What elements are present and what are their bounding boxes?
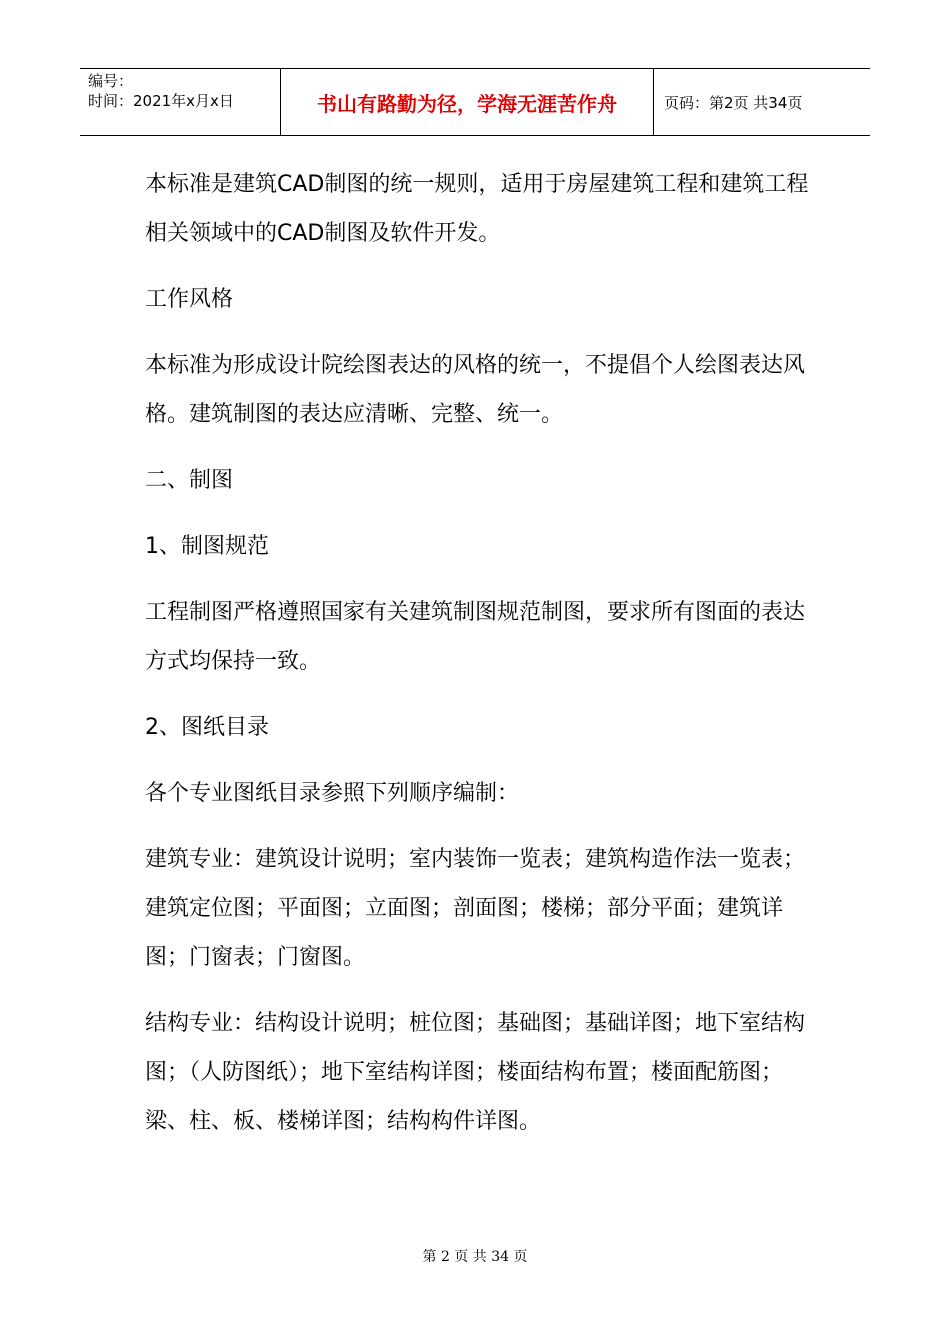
document-date: 时间：2021年x月x日 (88, 92, 234, 110)
header-motto: 书山有路勤为径，学海无涯苦作舟 (281, 69, 654, 135)
paragraph-work-style: 本标准为形成设计院绘图表达的风格的统一，不提倡个人绘图表达风格。建筑制图的表达应清晰、完整、统一。 (145, 353, 806, 427)
heading-drafting: 二、制图 (145, 468, 234, 493)
paragraph-scope: 本标准是建筑CAD制图的统一规则，适用于房屋建筑工程和建筑工程相关领域中的CAD制图及软件开发。 (145, 172, 809, 246)
heading-drafting-standards: 1、制图规范 (145, 534, 269, 559)
header-meta (80, 69, 281, 135)
heading-drawing-index: 2、图纸目录 (145, 715, 269, 740)
document-number-label: 编号： (88, 72, 134, 90)
paragraph-architecture: 建筑专业：建筑设计说明；室内装饰一览表；建筑构造作法一览表；建筑定位图；平面图；立面图；剖面图；楼梯；部分平面；建筑详图；门窗表；门窗图。 (145, 847, 806, 970)
paragraph-structure: 结构专业：结构设计说明；桩位图；基础图；基础详图；地下室结构图；（人防图纸）；地下室结构详图；楼面结构布置；楼面配筋图；梁、柱、板、楼梯详图；结构构件详图。 (145, 1011, 806, 1134)
paragraph-drafting-standards: 工程制图严格遵照国家有关建筑制图规范制图，要求所有图面的表达方式均保持一致。 (145, 600, 806, 674)
page-footer: 第 2 页 共 34 页 (422, 1249, 528, 1265)
heading-work-style: 工作风格 (145, 287, 234, 312)
document-body (145, 160, 810, 1163)
paragraph-index-intro: 各个专业图纸目录参照下列顺序编制： (145, 781, 520, 806)
header-page-info: 页码：第2页 共34页 (664, 93, 803, 112)
page-header (80, 68, 870, 136)
